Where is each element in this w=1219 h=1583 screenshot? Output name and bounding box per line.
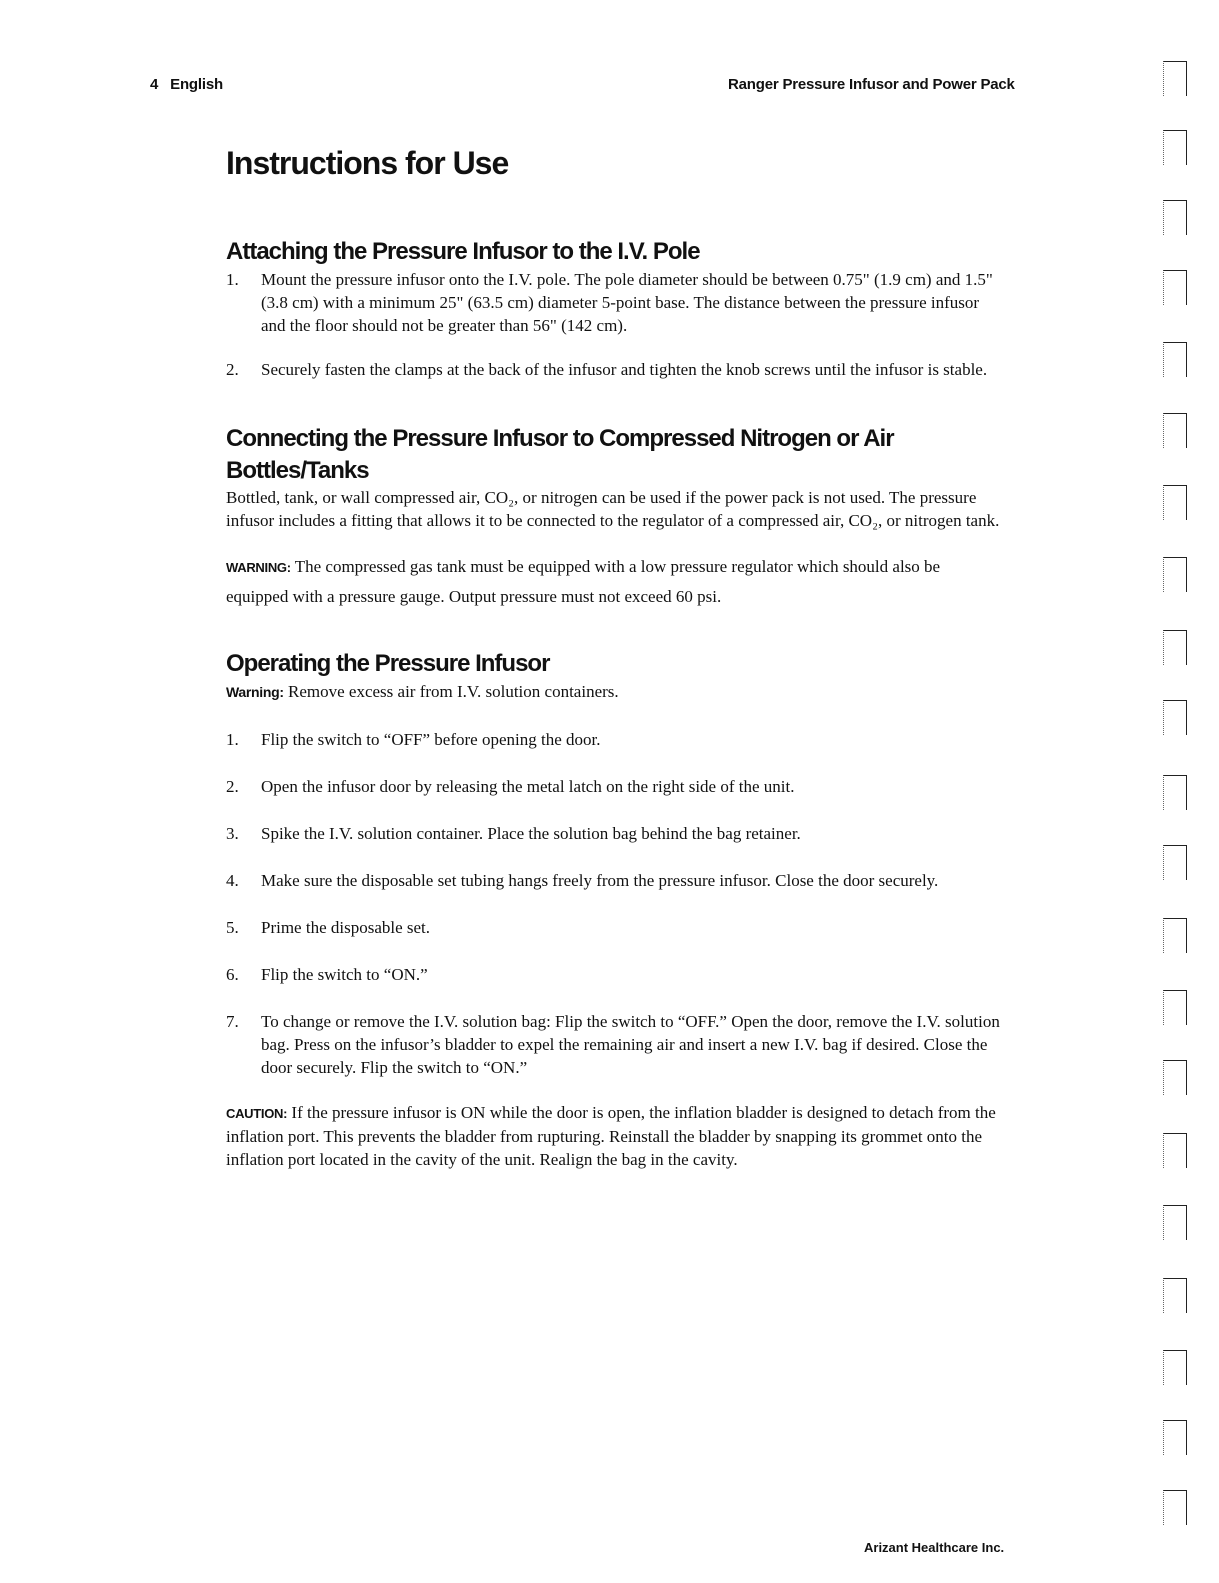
index-tab-mark <box>1163 130 1187 165</box>
index-tab-mark <box>1163 1205 1187 1240</box>
list-item <box>226 268 1006 337</box>
attaching-steps <box>226 268 1006 381</box>
caution-label: CAUTION: <box>226 1106 288 1121</box>
index-tab-mark <box>1163 413 1187 448</box>
list-item <box>226 358 1006 381</box>
connecting-paragraph: Bottled, tank, or wall compressed air, CO₂, or nitrogen can be used if the power pack is not used. The pressure infusor includes a fitting that allows it to be connected to the regulator of a compressed air, CO₂, or nitrogen tank. <box>226 488 1000 530</box>
list-item-number: 6. <box>226 965 239 984</box>
warning-label: WARNING: <box>226 560 291 575</box>
index-tab-mark <box>1163 990 1187 1025</box>
index-tab-mark <box>1163 1420 1187 1455</box>
caution-paragraph <box>226 1101 1006 1171</box>
warning-paragraph <box>226 552 1006 611</box>
list-item-text: Securely fasten the clamps at the back of the infusor and tighten the knob screws until the infusor is stable. <box>261 360 988 379</box>
index-tab-mark <box>1163 630 1187 665</box>
caution-text: If the pressure infusor is ON while the door is open, the inflation bladder is designed to detach from the inflation port. This prevents the bladder from rupturing. Reinstall the bladder by snapping its grommet onto the inflation port located in the cavity of the unit. Realign the bag in the cavity. <box>226 1103 996 1169</box>
running-header-left <box>150 76 223 93</box>
list-item-number: 1. <box>226 270 239 289</box>
list-item-text: Open the infusor door by releasing the metal latch on the right side of the unit. <box>261 777 795 796</box>
index-tab-mark <box>1163 200 1187 235</box>
list-item-number: 2. <box>226 360 239 379</box>
list-item <box>226 775 1006 798</box>
main-content <box>226 140 1006 1171</box>
list-item <box>226 728 1006 751</box>
warning-text: Remove excess air from I.V. solution containers. <box>288 682 619 701</box>
list-item-text: Prime the disposable set. <box>261 918 431 937</box>
list-item-number: 1. <box>226 730 239 749</box>
index-tab-mark <box>1163 1278 1187 1313</box>
header-language: English <box>170 76 223 93</box>
index-tab-mark <box>1163 342 1187 377</box>
index-tab-mark <box>1163 1060 1187 1095</box>
list-item-text: Flip the switch to “OFF” before opening the door. <box>261 730 601 749</box>
footer-company: Arizant Healthcare Inc. <box>864 1540 1005 1555</box>
page-title: Instructions for Use <box>226 145 509 181</box>
list-item-number: 4. <box>226 871 239 890</box>
header-doc-title: Ranger Pressure Infusor and Power Pack <box>728 76 1015 93</box>
list-item-number: 3. <box>226 824 239 843</box>
list-item <box>226 963 1006 986</box>
list-item <box>226 916 1006 939</box>
warning-label: Warning: <box>226 684 284 700</box>
index-tab-mark <box>1163 775 1187 810</box>
index-tab-mark <box>1163 557 1187 592</box>
warning-text: The compressed gas tank must be equipped with a low pressure regulator which should also be equipped with a pressure gauge. Output pressure must not exceed 60 psi. <box>226 557 941 606</box>
list-item-number: 7. <box>226 1012 239 1031</box>
index-tab-mark <box>1163 1490 1187 1525</box>
list-item-text: Make sure the disposable set tubing hangs freely from the pressure infusor. Close the door securely. <box>261 871 939 890</box>
operating-steps <box>226 728 1006 1079</box>
index-tab-mark <box>1163 485 1187 520</box>
index-tab-mark <box>1163 918 1187 953</box>
index-tab-mark <box>1163 1350 1187 1385</box>
list-item-text: Flip the switch to “ON.” <box>261 965 428 984</box>
list-item <box>226 1010 1006 1079</box>
section-heading-attaching: Attaching the Pressure Infusor to the I.V. Pole <box>226 238 700 265</box>
index-tab-mark <box>1163 845 1187 880</box>
list-item-text: To change or remove the I.V. solution bag: Flip the switch to “OFF.” Open the door, remove the I.V. solution bag. Press on the infusor’s bladder to expel the remaining air and insert a new I.V. bag if desired. Close the door securely. Flip the switch to “ON.” <box>261 1012 1000 1077</box>
list-item <box>226 869 1006 892</box>
list-item-text: Mount the pressure infusor onto the I.V. pole. The pole diameter should be between 0.75" (1.9 cm) and 1.5" (3.8 cm) with a minimum 25" (63.5 cm) diameter 5-point base. The distance between the pressure infusor and the floor should not be greater than 56" (142 cm). <box>261 270 993 335</box>
index-tab-mark <box>1163 700 1187 735</box>
list-item-number: 2. <box>226 777 239 796</box>
section-heading-connecting: Connecting the Pressure Infusor to Compressed Nitrogen or Air Bottles/Tanks <box>226 425 894 484</box>
list-item <box>226 822 1006 845</box>
list-item-number: 5. <box>226 918 239 937</box>
list-item-text: Spike the I.V. solution container. Place the solution bag behind the bag retainer. <box>261 824 801 843</box>
index-tab-mark <box>1163 61 1187 96</box>
operating-warning <box>226 680 1006 704</box>
index-tab-mark <box>1163 1133 1187 1168</box>
page-number: 4 <box>150 76 159 93</box>
section-heading-operating: Operating the Pressure Infusor <box>226 650 550 677</box>
index-tab-mark <box>1163 270 1187 305</box>
